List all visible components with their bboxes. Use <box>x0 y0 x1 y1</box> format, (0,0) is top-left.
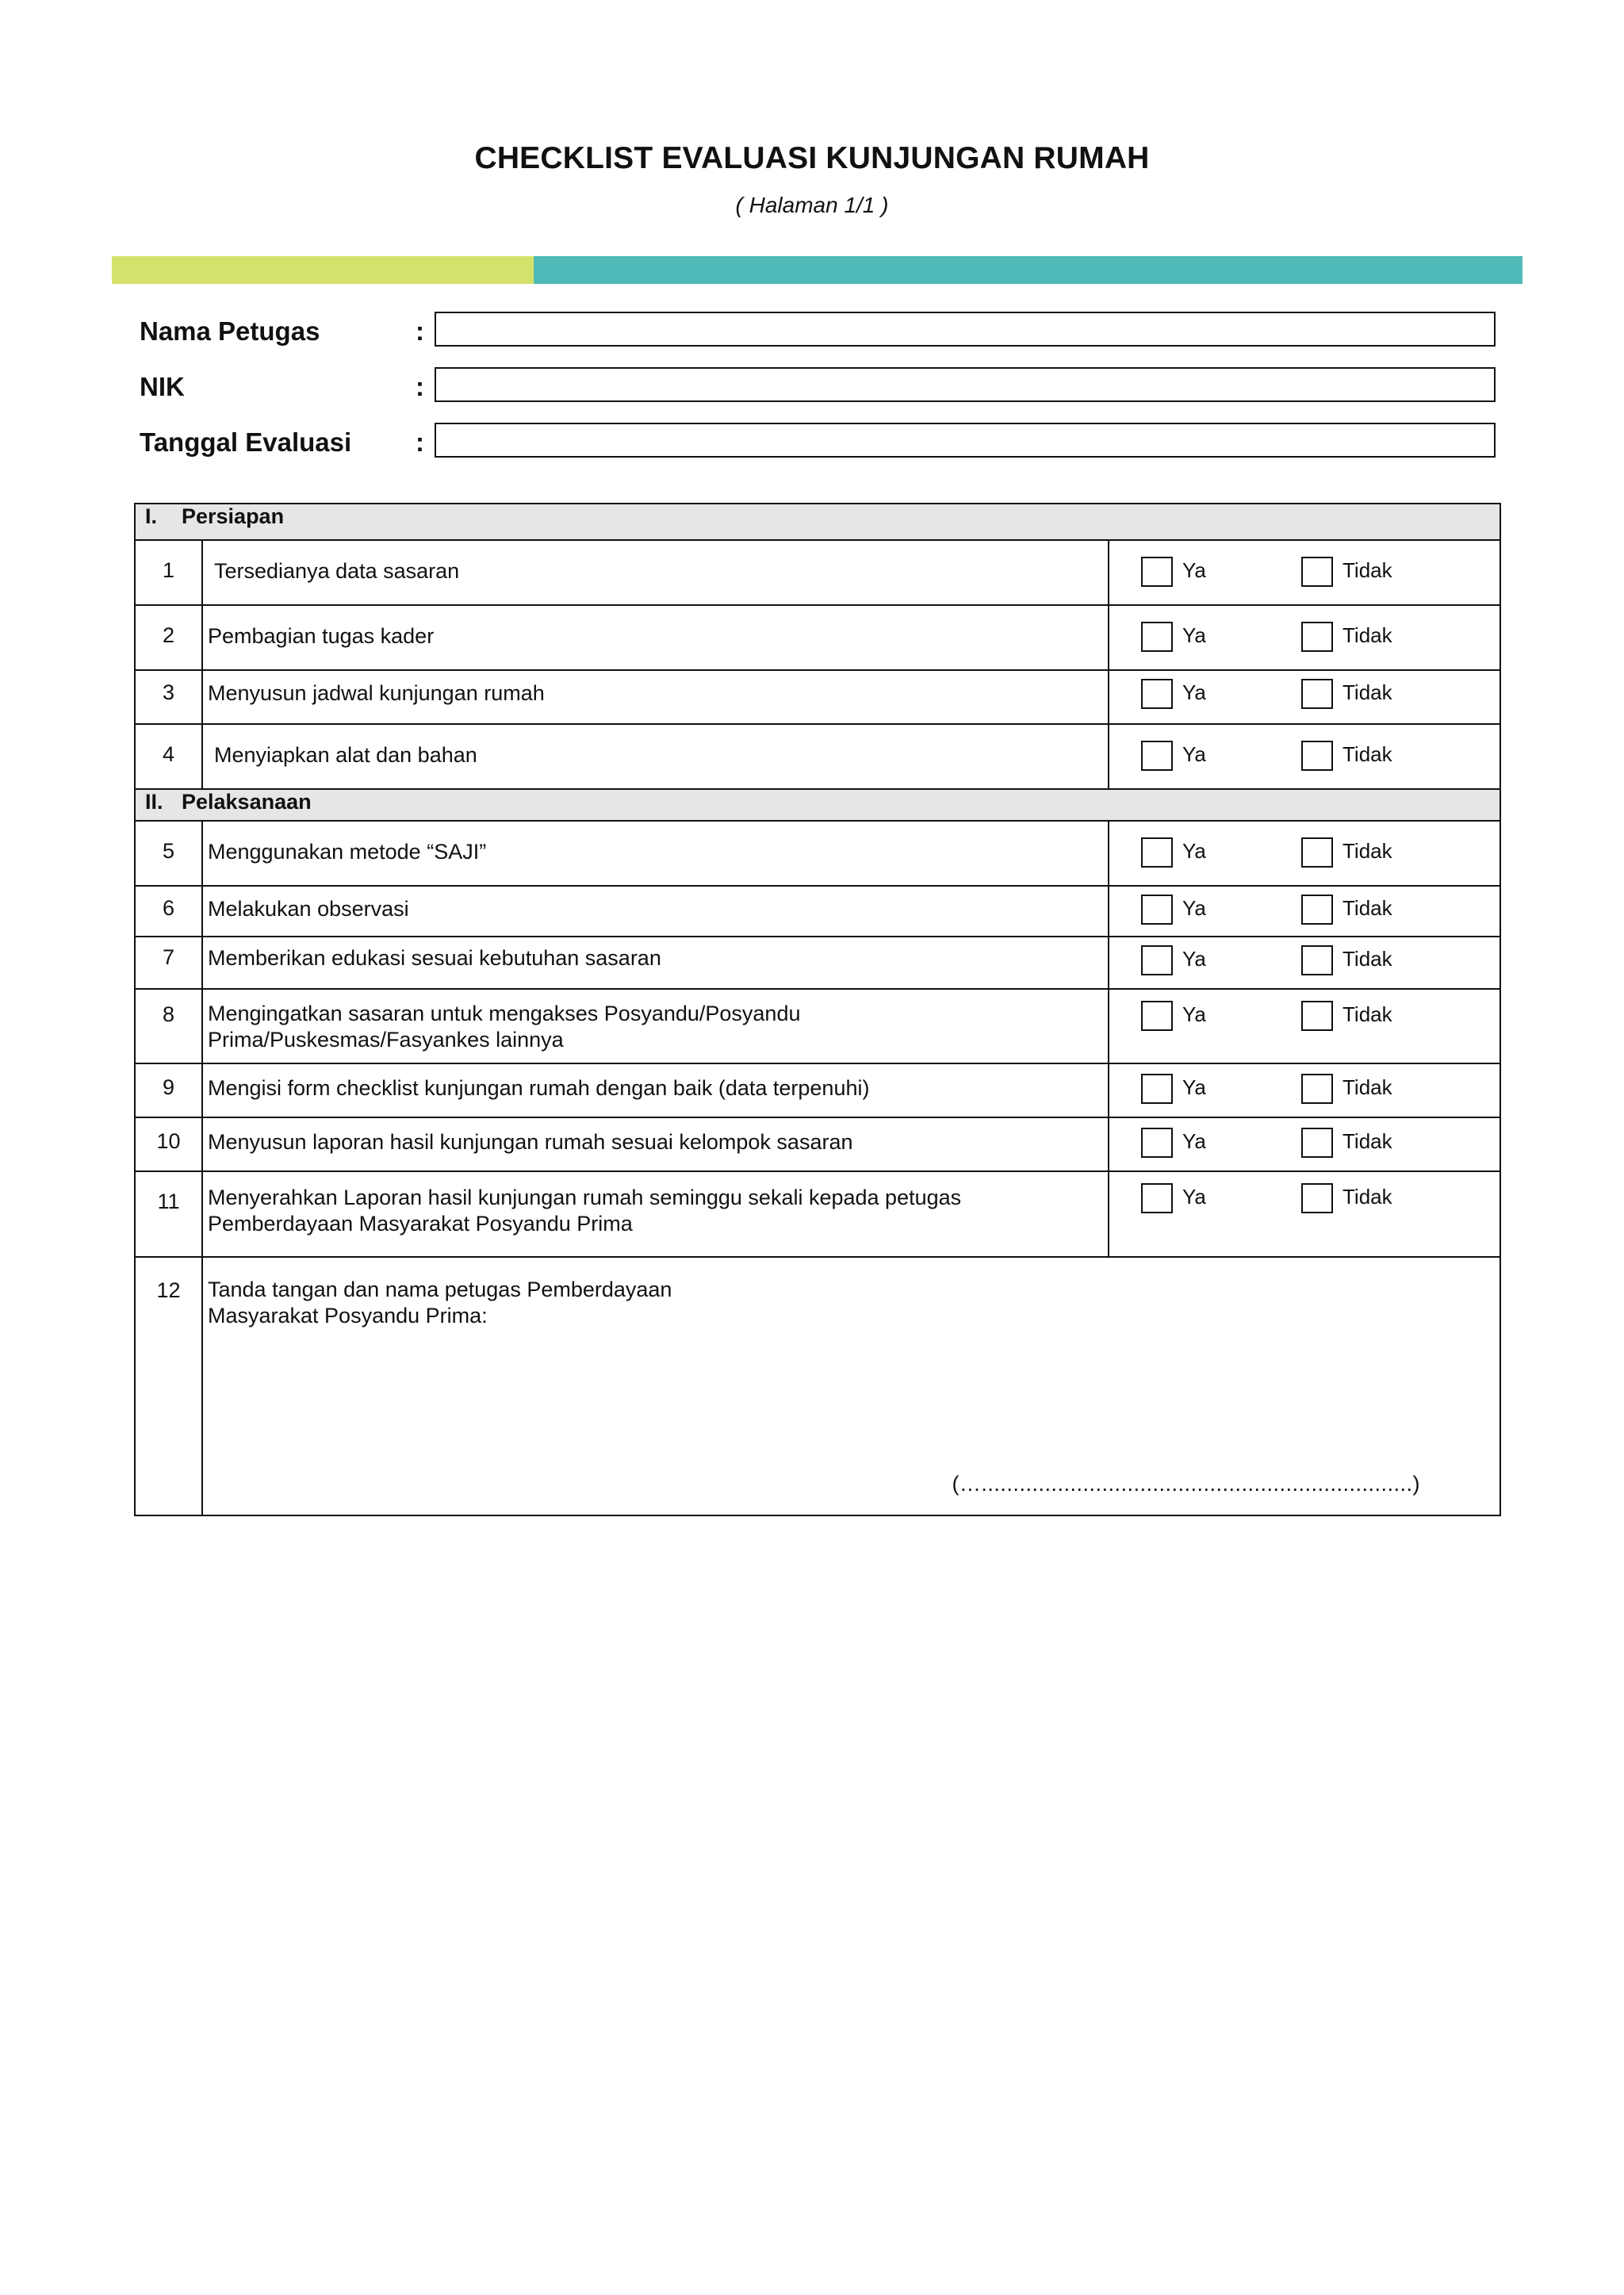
field-colon: : <box>416 427 424 457</box>
row-description: Menyusun jadwal kunjungan rumah <box>202 670 1109 724</box>
signature-label-line2: Masyarakat Posyandu Prima: <box>208 1304 488 1328</box>
page-title: CHECKLIST EVALUASI KUNJUNGAN RUMAH <box>474 141 1150 175</box>
row-number: 2 <box>135 605 202 670</box>
option-ya[interactable] <box>1141 1075 1206 1104</box>
accent-bar-green <box>112 256 534 284</box>
row-description: Melakukan observasi <box>202 886 1109 937</box>
section-header-persiapan <box>135 504 1500 540</box>
checkbox-ya[interactable] <box>1141 945 1173 975</box>
table-row <box>135 989 1500 1063</box>
row-number: 5 <box>135 821 202 886</box>
row-options <box>1109 886 1500 937</box>
checkbox-ya[interactable] <box>1141 557 1173 587</box>
option-tidak[interactable] <box>1301 680 1392 709</box>
option-tidak[interactable] <box>1301 1129 1392 1158</box>
table-row <box>135 724 1500 789</box>
row-number: 3 <box>135 670 202 724</box>
field-colon: : <box>416 316 424 346</box>
option-label: Ya <box>1182 839 1206 863</box>
option-label: Tidak <box>1342 839 1392 863</box>
row-description-line1: Menyerahkan Laporan hasil kunjungan rumah seminggu sekali kepada petugas <box>208 1186 962 1209</box>
checkbox-tidak[interactable] <box>1301 837 1333 868</box>
row-description: Menggunakan metode “SAJI” <box>202 821 1109 886</box>
row-options <box>1109 821 1500 886</box>
checkbox-tidak[interactable] <box>1301 895 1333 925</box>
row-description: Memberikan edukasi sesuai kebutuhan sasaran <box>202 937 1109 989</box>
checkbox-tidak[interactable] <box>1301 557 1333 587</box>
option-tidak[interactable] <box>1301 839 1392 868</box>
option-tidak[interactable] <box>1301 896 1392 925</box>
row-description: Mengisi form checklist kunjungan rumah dengan baik (data terpenuhi) <box>202 1063 1109 1117</box>
row-options <box>1109 605 1500 670</box>
option-label: Ya <box>1182 1002 1206 1026</box>
checkbox-tidak[interactable] <box>1301 679 1333 709</box>
checkbox-ya[interactable] <box>1141 837 1173 868</box>
option-tidak[interactable] <box>1301 742 1392 771</box>
option-label: Ya <box>1182 1075 1206 1099</box>
checkbox-tidak[interactable] <box>1301 1128 1333 1158</box>
checkbox-tidak[interactable] <box>1301 741 1333 771</box>
field-label: NIK <box>140 372 185 401</box>
option-ya[interactable] <box>1141 623 1206 652</box>
option-ya[interactable] <box>1141 947 1206 975</box>
row-description: Pembagian tugas kader <box>202 605 1109 670</box>
checkbox-tidak[interactable] <box>1301 1074 1333 1104</box>
row-options <box>1109 937 1500 989</box>
signature-name-line: (…....................................................................) <box>952 1472 1421 1496</box>
checkbox-ya[interactable] <box>1141 1128 1173 1158</box>
row-description <box>202 989 1109 1063</box>
option-label: Ya <box>1182 558 1206 582</box>
checkbox-tidak[interactable] <box>1301 622 1333 652</box>
accent-bar-teal <box>534 256 1522 284</box>
option-label: Tidak <box>1342 742 1392 766</box>
option-ya[interactable] <box>1141 1129 1206 1158</box>
option-label: Ya <box>1182 742 1206 766</box>
option-tidak[interactable] <box>1301 1002 1392 1031</box>
row-number: 7 <box>135 937 202 989</box>
field-colon: : <box>416 372 424 401</box>
row-number: 12 <box>135 1257 202 1515</box>
table-row <box>135 886 1500 937</box>
checkbox-tidak[interactable] <box>1301 945 1333 975</box>
option-tidak[interactable] <box>1301 1185 1392 1213</box>
checkbox-ya[interactable] <box>1141 622 1173 652</box>
signature-row <box>135 1257 1500 1515</box>
option-label: Ya <box>1182 1185 1206 1209</box>
checkbox-ya[interactable] <box>1141 679 1173 709</box>
row-options <box>1109 1171 1500 1257</box>
row-description <box>202 1171 1109 1257</box>
option-label: Tidak <box>1342 558 1392 582</box>
field-label: Nama Petugas <box>140 316 320 346</box>
page-subtitle: ( Halaman 1/1 ) <box>735 193 889 217</box>
checkbox-ya[interactable] <box>1141 1001 1173 1031</box>
option-tidak[interactable] <box>1301 558 1392 587</box>
table-row <box>135 1063 1500 1117</box>
option-label: Ya <box>1182 896 1206 920</box>
option-ya[interactable] <box>1141 896 1206 925</box>
table-row <box>135 540 1500 605</box>
option-label: Tidak <box>1342 1075 1392 1099</box>
row-number: 6 <box>135 886 202 937</box>
nama-petugas-input[interactable] <box>435 312 1496 347</box>
row-description: Tersedianya data sasaran <box>202 540 1109 605</box>
option-label: Ya <box>1182 623 1206 647</box>
table-row <box>135 821 1500 886</box>
option-tidak[interactable] <box>1301 947 1392 975</box>
field-nik <box>140 367 1499 405</box>
row-number: 11 <box>135 1171 202 1257</box>
section-number: II. <box>145 790 163 814</box>
row-options <box>1109 724 1500 789</box>
row-description-line2: Prima/Puskesmas/Fasyankes lainnya <box>208 1028 564 1052</box>
table-row <box>135 670 1500 724</box>
option-label: Tidak <box>1342 1129 1392 1153</box>
table-row <box>135 1171 1500 1257</box>
option-ya[interactable] <box>1141 839 1206 868</box>
tanggal-evaluasi-input[interactable] <box>435 423 1496 458</box>
option-ya[interactable] <box>1141 742 1206 771</box>
checkbox-ya[interactable] <box>1141 1074 1173 1104</box>
option-label: Tidak <box>1342 1002 1392 1026</box>
row-number: 1 <box>135 540 202 605</box>
row-number: 8 <box>135 989 202 1063</box>
table-row <box>135 1117 1500 1171</box>
row-description: Menyiapkan alat dan bahan <box>202 724 1109 789</box>
option-tidak[interactable] <box>1301 623 1392 652</box>
row-options <box>1109 1117 1500 1171</box>
checkbox-tidak[interactable] <box>1301 1183 1333 1213</box>
section-title: Persiapan <box>182 504 285 528</box>
option-label: Tidak <box>1342 896 1392 920</box>
table-row <box>135 937 1500 989</box>
row-options <box>1109 540 1500 605</box>
checkbox-tidak[interactable] <box>1301 1001 1333 1031</box>
row-description-line2: Pemberdayaan Masyarakat Posyandu Prima <box>208 1212 633 1236</box>
section-number: I. <box>145 504 158 528</box>
checkbox-ya[interactable] <box>1141 1183 1173 1213</box>
row-description-line1: Mengingatkan sasaran untuk mengakses Posyandu/Posyandu <box>208 1002 801 1025</box>
option-label: Ya <box>1182 1129 1206 1153</box>
checkbox-ya[interactable] <box>1141 741 1173 771</box>
option-label: Ya <box>1182 680 1206 704</box>
nik-input[interactable] <box>435 367 1496 402</box>
option-label: Tidak <box>1342 947 1392 971</box>
row-options <box>1109 989 1500 1063</box>
option-ya[interactable] <box>1141 1002 1206 1031</box>
option-tidak[interactable] <box>1301 1075 1392 1104</box>
option-label: Ya <box>1182 947 1206 971</box>
option-ya[interactable] <box>1141 1185 1206 1213</box>
option-label: Tidak <box>1342 680 1392 704</box>
field-label: Tanggal Evaluasi <box>140 427 352 457</box>
option-label: Tidak <box>1342 1185 1392 1209</box>
signature-area[interactable] <box>202 1257 1500 1515</box>
row-options <box>1109 1063 1500 1117</box>
field-nama-petugas <box>140 312 1499 350</box>
checkbox-ya[interactable] <box>1141 895 1173 925</box>
field-tanggal-evaluasi <box>140 423 1499 461</box>
row-number: 4 <box>135 724 202 789</box>
option-ya[interactable] <box>1141 680 1206 709</box>
section-title: Pelaksanaan <box>182 790 312 814</box>
section-header-pelaksanaan <box>135 789 1500 821</box>
signature-label-line1: Tanda tangan dan nama petugas Pemberdayaan <box>208 1278 672 1301</box>
option-label: Tidak <box>1342 623 1392 647</box>
row-number: 9 <box>135 1063 202 1117</box>
checklist-table <box>134 503 1501 1516</box>
table-row <box>135 605 1500 670</box>
row-number: 10 <box>135 1117 202 1171</box>
row-description: Menyusun laporan hasil kunjungan rumah sesuai kelompok sasaran <box>202 1117 1109 1171</box>
option-ya[interactable] <box>1141 558 1206 587</box>
row-options <box>1109 670 1500 724</box>
